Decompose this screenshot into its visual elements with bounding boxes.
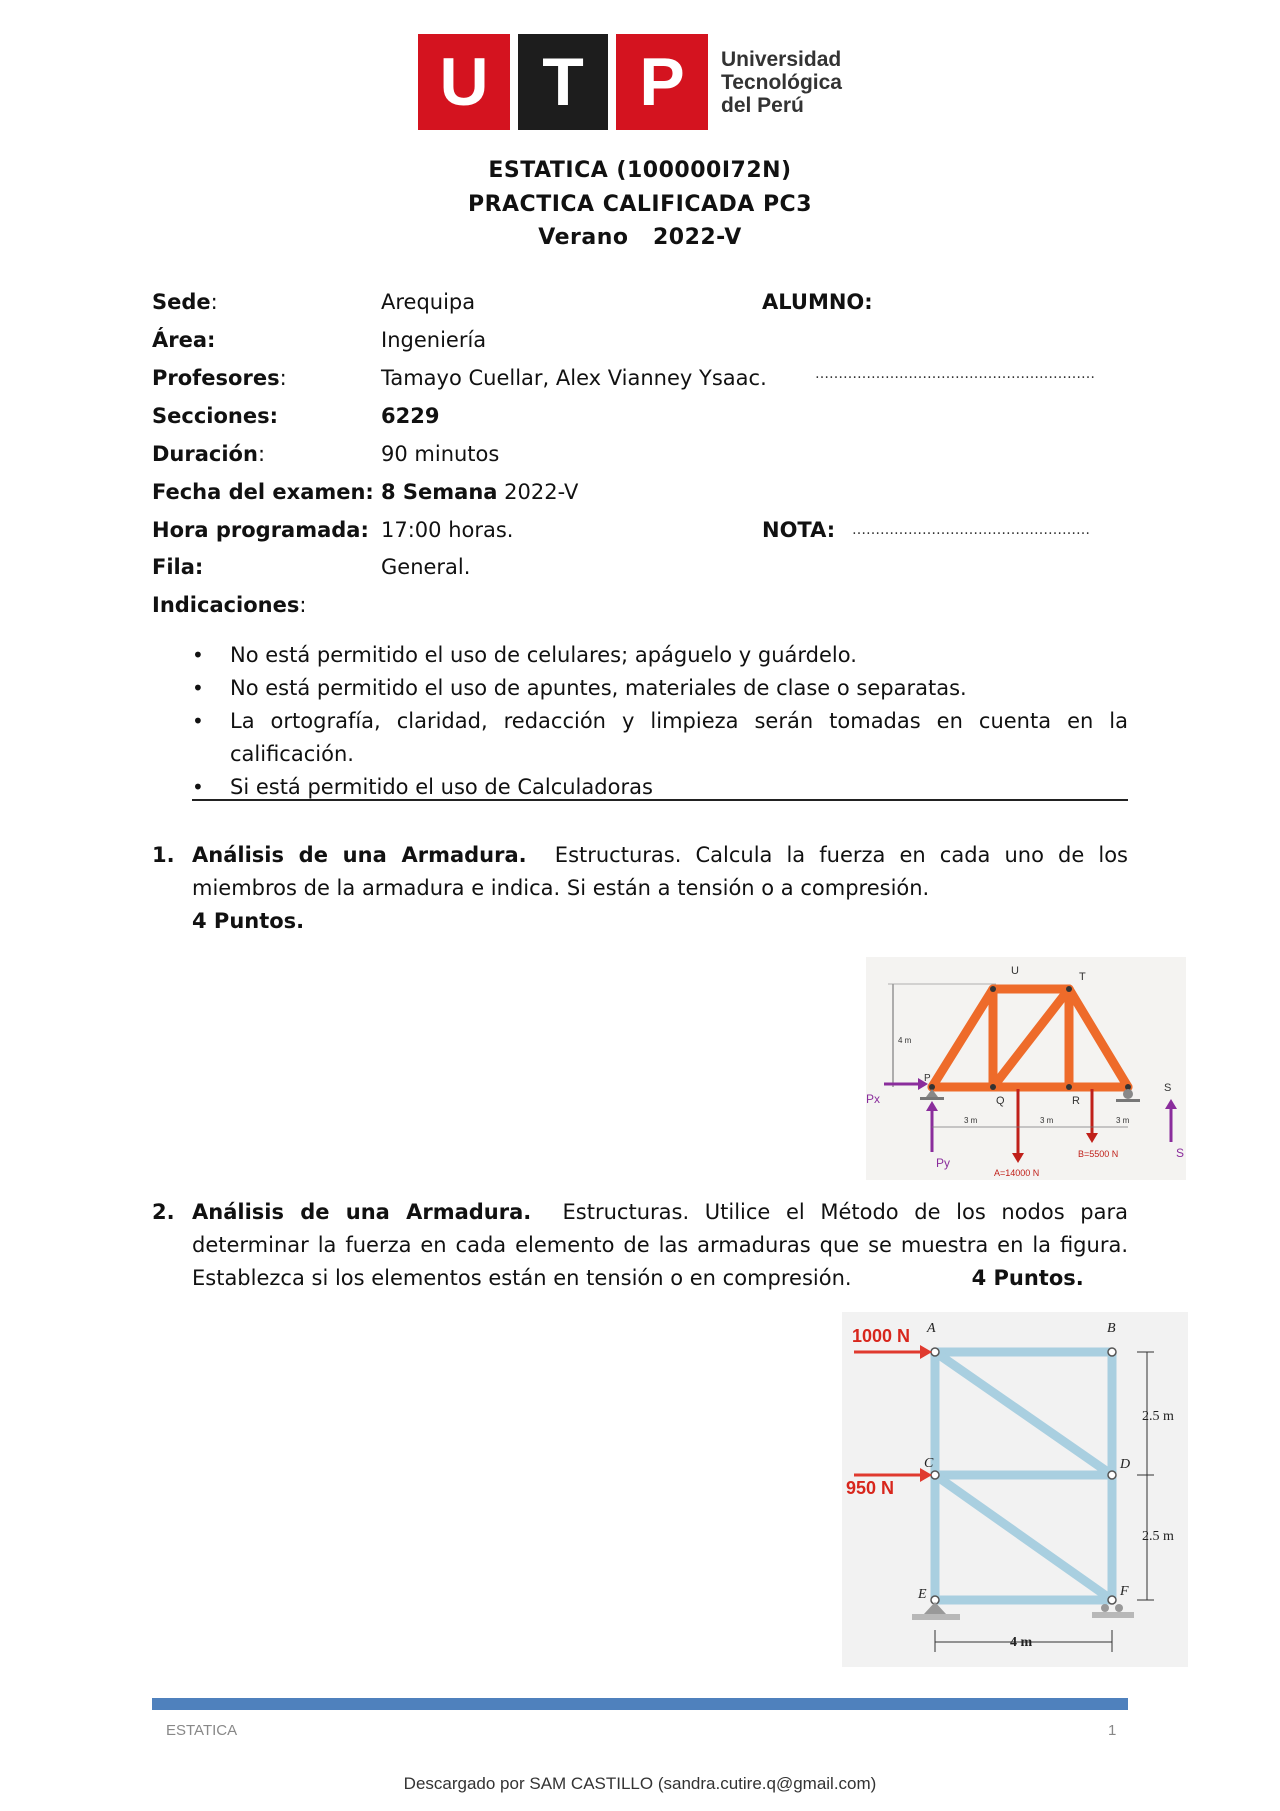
load-1000-label: 1000 N	[852, 1326, 911, 1346]
px-label: Px	[866, 1092, 881, 1106]
height-label: 4 m	[898, 1036, 912, 1045]
member-ad	[935, 1352, 1112, 1475]
node-e-label: E	[918, 1587, 927, 1602]
truss-figure-1	[866, 957, 1186, 1180]
footer-course: ESTATICA	[166, 1722, 238, 1739]
question-title: Análisis de una Armadura.	[192, 843, 527, 867]
question-number: 2.	[152, 1200, 175, 1224]
node-d-label: D	[1120, 1457, 1131, 1472]
truss-figure-2-svg	[842, 1312, 1188, 1667]
node-b-label: B	[1107, 1321, 1116, 1336]
dim-label: 2.5 m	[1142, 1529, 1174, 1544]
alumno-dots: ……………………………………………………	[815, 366, 1095, 382]
profesores-value: Tamayo Cuellar, Alex Vianney Ysaac.	[381, 366, 767, 390]
duracion-value: 90 minutos	[381, 442, 500, 466]
list-item: • La ortografía, claridad, redacción y limpieza serán tomadas en cuenta en la calificación.	[192, 705, 1128, 771]
fecha-label: Fecha del examen:	[152, 480, 374, 504]
sede-label: Sede:	[152, 290, 218, 314]
span-label: 3 m	[1116, 1116, 1130, 1125]
py-label: Py	[936, 1156, 951, 1170]
member-qt	[993, 989, 1069, 1087]
dim-label: 2.5 m	[1142, 1409, 1174, 1424]
utp-logo	[418, 34, 868, 130]
area-label: Área:	[152, 328, 216, 352]
truss-figure-2	[842, 1312, 1188, 1667]
logo-letter-u: U	[418, 34, 510, 130]
divider	[192, 799, 1128, 801]
alumno-label: ALUMNO:	[762, 290, 873, 314]
member-cf	[935, 1475, 1112, 1600]
node-f-label: F	[1120, 1584, 1129, 1599]
nota-label: NOTA:	[762, 518, 836, 542]
area-value: Ingeniería	[381, 328, 487, 352]
course-title: ESTATICA (100000I72N)	[488, 158, 792, 183]
question-title: Análisis de una Armadura.	[192, 1200, 532, 1224]
node-a-label: A	[927, 1321, 936, 1336]
indicaciones-list	[192, 639, 1128, 804]
span-label: 3 m	[1040, 1116, 1054, 1125]
page-number: 1	[1108, 1722, 1117, 1739]
footer-bar	[152, 1698, 1128, 1710]
hora-value: 17:00 horas.	[381, 518, 514, 542]
term-title: Verano 2022-V	[538, 225, 742, 250]
truss-members	[935, 1352, 1112, 1600]
hora-label: Hora programada:	[152, 518, 369, 542]
profesores-label: Profesores:	[152, 366, 287, 390]
list-item: • No está permitido el uso de apuntes, materiales de clase o separatas.	[192, 672, 1128, 705]
fecha-value: 8 Semana 2022-V	[381, 480, 579, 504]
fila-value: General.	[381, 555, 471, 579]
duracion-label: Duración:	[152, 442, 266, 466]
indicaciones-label: Indicaciones:	[152, 593, 307, 617]
dim-label: 4 m	[1010, 1635, 1033, 1650]
truss-members	[932, 989, 1128, 1087]
load-b-label: B=5500 N	[1078, 1149, 1119, 1159]
node-u-label: U	[1011, 965, 1019, 977]
load-a-label: A=14000 N	[994, 1168, 1040, 1178]
question-2	[152, 1196, 1128, 1295]
exam-title: PRACTICA CALIFICADA PC3	[467, 192, 813, 217]
node-t-label: T	[1079, 971, 1086, 983]
secciones-value: 6229	[381, 404, 440, 428]
s-label: S	[1176, 1146, 1185, 1160]
list-item: • No está permitido el uso de celulares; apáguelo y guárdelo.	[192, 639, 1128, 672]
fila-label: Fila:	[152, 555, 204, 579]
node-s-label: S	[1164, 1082, 1172, 1094]
nota-dots: ……………………………………………	[852, 522, 1090, 538]
logo-letter-p: P	[616, 34, 708, 130]
node-q-label: Q	[996, 1095, 1005, 1107]
member-pu	[932, 989, 993, 1087]
question-points: 4 Puntos.	[192, 909, 305, 933]
span-label: 3 m	[964, 1116, 978, 1125]
question-text: Estructuras. Utilice el Método de los nodos para determinar la fuerza en cada elemento de las armaduras que se muestra en la figura. Establezca si los elementos están en tensión o en compresión.	[192, 1200, 1128, 1290]
list-item: • Si está permitido el uso de Calculadoras	[192, 771, 1128, 804]
logo-letter-t: T	[518, 34, 608, 130]
member-ts	[1069, 989, 1128, 1087]
load-950-label: 950 N	[846, 1478, 895, 1498]
sede-value: Arequipa	[381, 290, 476, 314]
download-note: Descargado por SAM CASTILLO (sandra.cutire.q@gmail.com)	[403, 1774, 877, 1793]
logo-name: Universidad Tecnológica del Perú	[721, 48, 842, 117]
support-f	[1101, 1604, 1109, 1612]
question-text: Estructuras. Calcula la fuerza en cada uno de los miembros de la armadura e indica. Si están a tensión o a compresión.	[192, 843, 1128, 900]
truss-figure-1-svg	[866, 957, 1186, 1180]
secciones-label: Secciones:	[152, 404, 278, 428]
node-c-label: C	[924, 1456, 934, 1471]
node-p-label: P	[924, 1073, 931, 1084]
question-points: 4 Puntos.	[971, 1266, 1084, 1290]
question-number: 1.	[152, 843, 175, 867]
question-1	[152, 839, 1128, 938]
support-s	[1123, 1089, 1133, 1099]
node-r-label: R	[1072, 1095, 1080, 1107]
